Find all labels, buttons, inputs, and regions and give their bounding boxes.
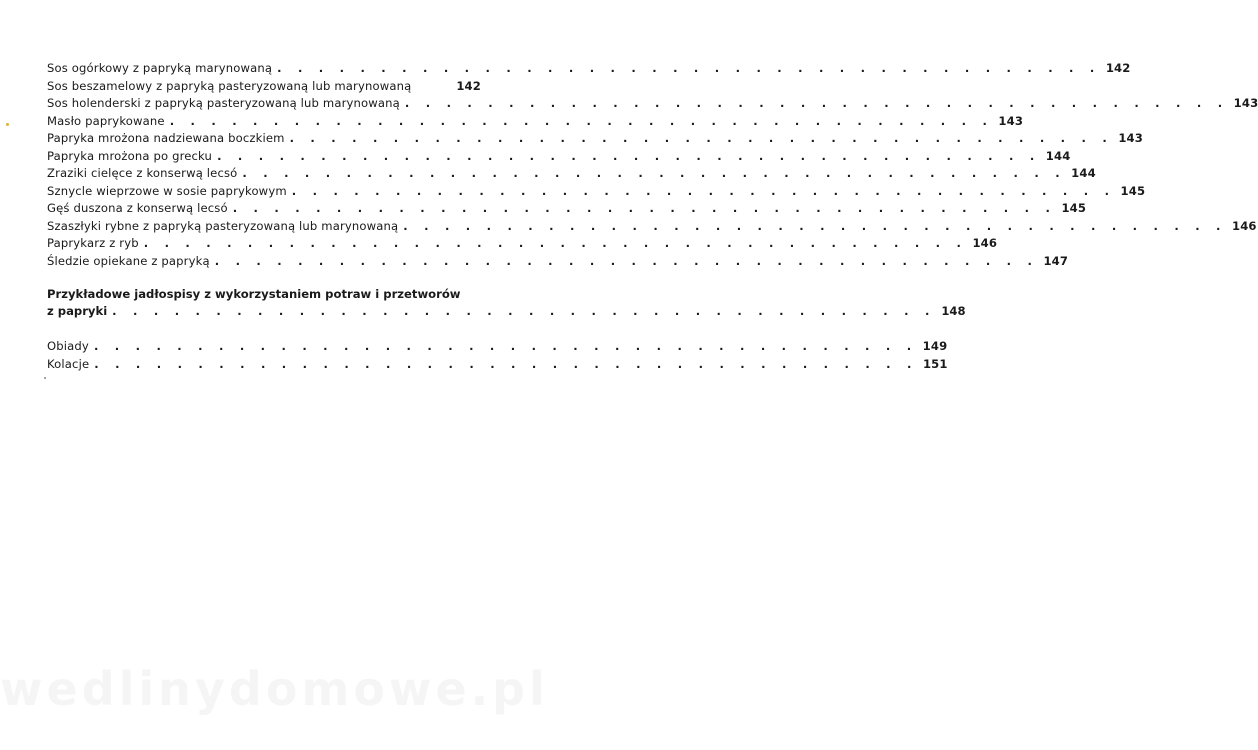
toc-entry-page: 143 — [1233, 96, 1258, 110]
toc-entry[interactable] — [47, 78, 481, 95]
dot-leader: . . . . . . . . . . . . . . . . . . . . . . . . . . . . . . . . . . . . . . . . — [112, 304, 936, 318]
toc-sub-entry-title: Kolacje — [47, 356, 90, 371]
toc-section-heading[interactable] — [47, 286, 966, 320]
toc-entry-page: 144 — [1071, 166, 1096, 180]
toc-entry-title: Sos beszamelowy z papryką pasteryzowaną lub marynowaną — [47, 78, 412, 93]
toc-entry-title: Sznycle wieprzowe w sosie paprykowym — [47, 183, 287, 198]
toc-entry[interactable] — [47, 165, 1096, 182]
section-title-line2: z papryki — [47, 304, 108, 318]
toc-entry-page: 144 — [1045, 148, 1071, 163]
section-title-line1: Przykładowe jadłospisy z wykorzystaniem potraw i przetworów — [47, 287, 461, 301]
toc-entry-page: 143 — [998, 113, 1024, 128]
dot-leader: . . . . . . . . . . . . . . . . . . . . . . . . . . . . . . . . . . . . . . . . — [404, 96, 1229, 110]
toc-entry[interactable] — [47, 60, 1131, 77]
toc-entry-page: 146 — [972, 236, 998, 250]
toc-entry-title: Masło paprykowane — [47, 113, 165, 128]
toc-entry-page: 146 — [1232, 218, 1257, 233]
watermark-text: wedlinydomowe.pl — [0, 662, 549, 716]
toc-entry-title: Szaszłyki rybne z papryką pasteryzowaną lub marynowaną — [47, 218, 399, 233]
dot-leader: . . . . . . . . . . . . . . . . . . . . . . . . . . . . . . . . . . . . . . . . — [169, 113, 994, 128]
toc-entry-page: 145 — [1061, 201, 1087, 215]
toc-entry[interactable] — [47, 253, 1069, 270]
paper-speck — [44, 377, 46, 379]
dot-leader: . . . . . . . . . . . . . . . . . . . . . . . . . . . . . . . . . . . . . . . . — [143, 236, 968, 250]
toc-sub-entry-title: Obiady — [47, 339, 89, 353]
toc-entry-page: 142 — [1105, 61, 1131, 75]
dot-leader: . . . . . . . . . . . . . . . . . . . . . . . . . . . . . . . . . . . . . . . . — [403, 218, 1227, 233]
toc-entry[interactable] — [47, 218, 1257, 235]
toc-entry-title: Papryka mrożona po grecku — [47, 148, 213, 163]
dot-leader: . . . . . . . . . . . . . . . . . . . . . . . . . . . . . . . . . . . . . . . . — [242, 166, 1066, 180]
toc-entry[interactable] — [47, 130, 1143, 147]
section-title-line2-row — [47, 303, 966, 320]
toc-entry-title: Śledzie opiekane z papryką — [47, 253, 210, 268]
toc-entry[interactable] — [47, 113, 1024, 130]
toc-sub-entry[interactable] — [47, 338, 948, 355]
toc-entry-title: Sos ogórkowy z papryką marynowaną — [47, 61, 273, 75]
toc-entry-title: Gęś duszona z konserwą lecsó — [47, 201, 228, 215]
dot-leader: . . . . . . . . . . . . . . . . . . . . . . . . . . . . . . . . . . . . . . . . — [289, 131, 1113, 145]
dot-leader: . . . . . . . . . . . . . . . . . . . . . . . . . . . . . . . . . . . . . . . . — [291, 183, 1116, 198]
toc-entry[interactable] — [47, 235, 998, 252]
toc-entry[interactable] — [47, 183, 1146, 200]
toc-entry-page: 143 — [1118, 131, 1143, 145]
toc-sub-entry-page: 149 — [922, 339, 948, 353]
toc-entry-page: 145 — [1120, 183, 1146, 198]
toc-entry-title: Papryka mrożona nadziewana boczkiem — [47, 131, 285, 145]
dot-leader: . . . . . . . . . . . . . . . . . . . . . . . . . . . . . . . . . . . . . . . . — [94, 356, 918, 371]
toc-entry-page: 147 — [1043, 253, 1069, 268]
toc-entry-title: Paprykarz z ryb — [47, 236, 139, 250]
dot-leader: . . . . . . . . . . . . . . . . . . . . . . . . . . . . . . . . . . . . . . . . — [214, 253, 1039, 268]
dot-leader: . . . . . . . . . . . . . . . . . . . . . . . . . . . . . . . . . . . . . . . . — [232, 201, 1057, 215]
toc-sub-entry-page: 151 — [922, 356, 948, 371]
toc-entry[interactable] — [47, 148, 1071, 165]
section-page: 148 — [941, 304, 966, 318]
toc-entry-page: 142 — [456, 78, 481, 93]
toc-entry[interactable] — [47, 200, 1087, 217]
paper-speck — [6, 123, 9, 126]
dot-leader: . . . . . . . . . . . . . . . . . . . . . . . . . . . . . . . . . . . . . . . . — [277, 61, 1101, 75]
dot-leader: . . . . . . . . . . . . . . . . . . . . . . . . . . . . . . . . . . . . . . . . — [217, 148, 1041, 163]
toc-entry-title: Sos holenderski z papryką pasteryzowaną lub marynowaną — [47, 96, 400, 110]
dot-leader: . . . . . . . . . . . . . . . . . . . . . . . . . . . . . . . . . . . . . . . . — [93, 339, 918, 353]
toc-entry-title: Zraziki cielęce z konserwą lecsó — [47, 166, 238, 180]
toc-sub-entry[interactable] — [47, 356, 948, 373]
toc-entry[interactable] — [47, 95, 1258, 112]
